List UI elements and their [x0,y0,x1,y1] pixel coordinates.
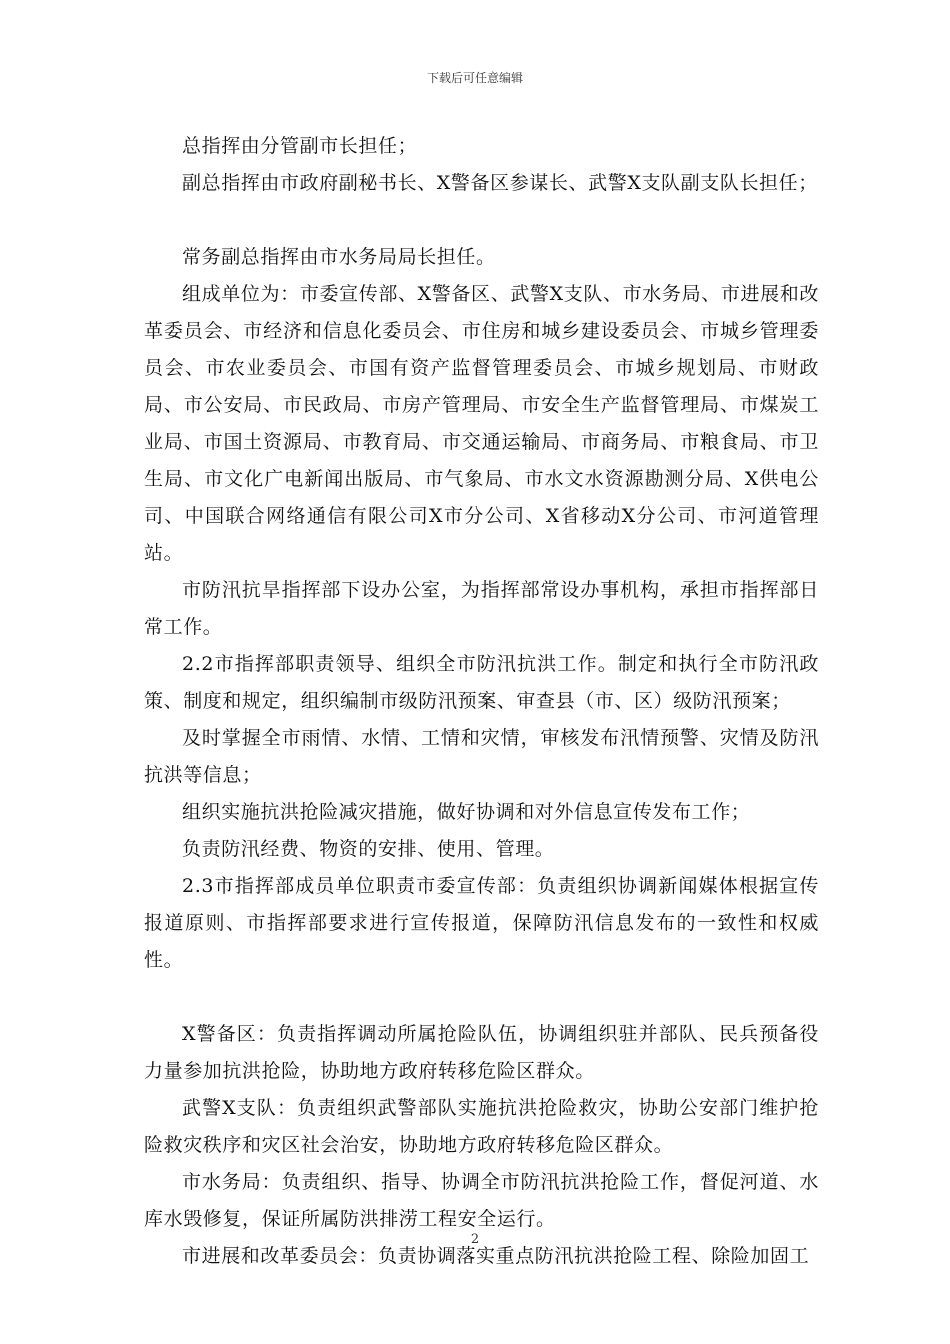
paragraph: 市进展和改革委员会：负责协调落实重点防汛抗洪抢险工程、除险加固工 [182,1245,810,1267]
paragraph: 2.2市指挥部职责领导、组织全市防汛抗洪工作。制定和执行全市防汛政策、制度和规定，组织编制市级防汛预案、审查县（市、区）级防汛预案； [144,653,819,712]
paragraph: X警备区：负责指挥调动所属抢险队伍，协调组织驻并部队、民兵预备役力量参加抗洪抢险，协助地方政府转移危险区群众。 [144,1023,819,1082]
document-body [144,128,819,1275]
page-number: 2 [470,1232,480,1247]
paragraph: 市水务局：负责组织、指导、协调全市防汛抗洪抢险工作，督促河道、水库水毁修复，保证所属防洪排涝工程安全运行。 [144,1171,819,1230]
page-header: 下载后可任意编辑 [426,71,523,85]
paragraph: 总指挥由分管副市长担任； [182,135,418,157]
paragraph: 及时掌握全市雨情、水情、工情和灾情，审核发布汛情预警、灾情及防汛抗洪等信息； [144,727,819,786]
paragraph: 负责防汛经费、物资的安排、使用、管理。 [182,838,555,860]
paragraph: 2.3市指挥部成员单位职责市委宣传部：负责组织协调新闻媒体根据宣传报道原则、市指挥部要求进行宣传报道，保障防汛信息发布的一致性和权威性。 [144,875,819,971]
paragraph: 副总指挥由市政府副秘书长、X警备区参谋长、武警X支队副支队长担任； [182,172,818,194]
spacer [144,979,819,1016]
paragraph: 市防汛抗旱指挥部下设办公室，为指挥部常设办事机构，承担市指挥部日常工作。 [144,579,819,638]
paragraph: 武警X支队：负责组织武警部队实施抗洪抢险救灾，协助公安部门维护抢险救灾秩序和灾区社会治安，协助地方政府转移危险区群众。 [144,1097,819,1156]
paragraph: 组织实施抗洪抢险减灾措施，做好协调和对外信息宣传发布工作； [182,801,751,823]
paragraph: 组成单位为：市委宣传部、X警备区、武警X支队、市水务局、市进展和改革委员会、市经济和信息化委员会、市住房和城乡建设委员会、市城乡管理委员会、市农业委员会、市国有资产监督管理委员会、市城乡规划局、市财政局、市公安局、市民政局、市房产管理局、市安全生产监督管理局、市煤炭工业局、市国土资源局、市教育局、市交通运输局、市商务局、市粮食局、市卫生局、市文化广电新闻出版局、市气象局、市水文水资源勘测分局、X供电公司、中国联合网络通信有限公司X市分公司、X省移动X分公司、市河道管理站。 [144,283,819,564]
paragraph: 常务副总指挥由市水务局局长担任。 [182,246,496,268]
spacer [144,202,819,239]
